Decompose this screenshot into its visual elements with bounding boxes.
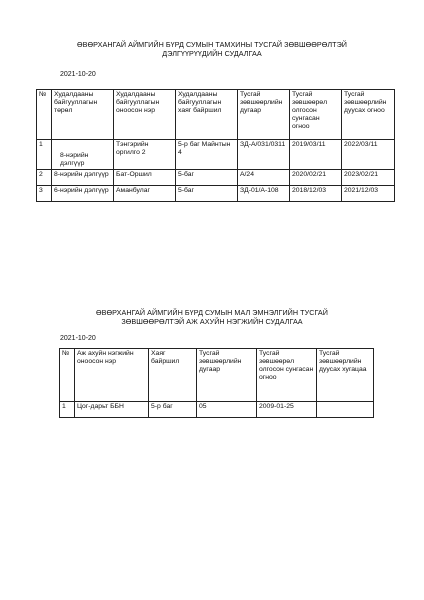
table-cell: 1 xyxy=(60,402,75,418)
table-cell xyxy=(317,402,374,418)
table-cell: 8-нэрийн дэлгүүр xyxy=(52,170,114,186)
header-cell: Худалдааны байгууллагын оноосон нэр xyxy=(114,90,176,140)
table-cell: 5-баг xyxy=(176,186,238,202)
section1-title-line1: ӨВӨРХАНГАЙ АЙМГИЙН БҮРД СУМЫН ТАМХИНЫ ТУСГАЙ ЗӨВШӨӨРӨЛТЭЙ xyxy=(76,40,348,49)
table-cell: 5-р баг Майнтын 4 xyxy=(176,140,238,170)
table-cell: 2018/12/03 xyxy=(290,186,342,202)
header-cell: Тусгай зөвшөөрлийн дуусах хугацаа xyxy=(317,349,374,402)
tobacco-shops-table xyxy=(36,89,395,202)
table-cell: Бат-Оршил xyxy=(114,170,176,186)
header-cell: Худалдааны байгууллагын төрөл xyxy=(52,90,114,140)
header-cell: Хаяг байршил xyxy=(149,349,197,402)
table-cell: 2019/03/11 xyxy=(290,140,342,170)
table-cell: А/24 xyxy=(238,170,290,186)
section1-date: 2021-10-20 xyxy=(60,71,96,78)
section2-date: 2021-10-20 xyxy=(60,335,96,342)
section2-title-line2: ЗӨВШӨӨРӨЛТЭЙ АЖ АХУЙН НЭГЖИЙН СУДАЛГАА xyxy=(121,317,303,326)
header-cell: № xyxy=(37,90,52,140)
header-cell: Тусгай зөвшөөрөл олгосон сунгасан огноо xyxy=(257,349,317,402)
table-cell: 5-р баг xyxy=(149,402,197,418)
table-cell: 3 xyxy=(37,186,52,202)
header-cell: Тусгай зөвшөөрөл олгосон сунгасан огноо xyxy=(290,90,342,140)
header-cell: Тусгай зөвшөөрлийн дугаар xyxy=(197,349,257,402)
header-cell: Худалдааны байгууллагын хаяг байршил xyxy=(176,90,238,140)
table-cell: 5-баг xyxy=(176,170,238,186)
section2-title-line1: ӨВӨРХАНГАЙ АЙМГИЙН БҮРД СУМЫН МАЛ ЭМНЭЛГИЙН ТУСГАЙ xyxy=(96,308,328,317)
table-cell: 2020/02/21 xyxy=(290,170,342,186)
table-cell: 2009-01-25 xyxy=(257,402,317,418)
table-cell: 2023/02/21 xyxy=(342,170,395,186)
table-row xyxy=(37,140,395,170)
header-cell: № xyxy=(60,349,75,402)
table-cell: 2 xyxy=(37,170,52,186)
table-cell: 8-нэрийн дэлгүүр xyxy=(52,140,114,170)
table-cell: 2021/12/03 xyxy=(342,186,395,202)
table-cell: Тэнгэрийн оргилго 2 xyxy=(114,140,176,170)
table-cell: ЗД-А/031/0311 xyxy=(238,140,290,170)
header-cell: Тусгай зөвшөөрлийн дугаар xyxy=(238,90,290,140)
table-header-row xyxy=(37,90,395,140)
header-cell: Аж ахуйн нэгжийн оноосон нэр xyxy=(75,349,149,402)
table-row xyxy=(60,402,374,418)
table-cell: Цог-дарьт ББН xyxy=(75,402,149,418)
table-row xyxy=(37,170,395,186)
table-cell: Аманбулаг xyxy=(114,186,176,202)
veterinary-entities-table xyxy=(59,348,374,418)
table-header-row xyxy=(60,349,374,402)
table-cell: 05 xyxy=(197,402,257,418)
section1-title-line2: ДЭЛГҮҮРҮҮДИЙН СУДАЛГАА xyxy=(162,49,262,58)
section1-title xyxy=(40,40,384,58)
section2-title xyxy=(40,308,384,326)
header-cell: Тусгай зөвшөөрлийн дуусах огноо xyxy=(342,90,395,140)
table-cell: 1 xyxy=(37,140,52,170)
table-row xyxy=(37,186,395,202)
table-cell: 6-нэрийн дэлгүүр xyxy=(52,186,114,202)
table-cell: ЗД-01/А-108 xyxy=(238,186,290,202)
table-cell: 2022/03/11 xyxy=(342,140,395,170)
